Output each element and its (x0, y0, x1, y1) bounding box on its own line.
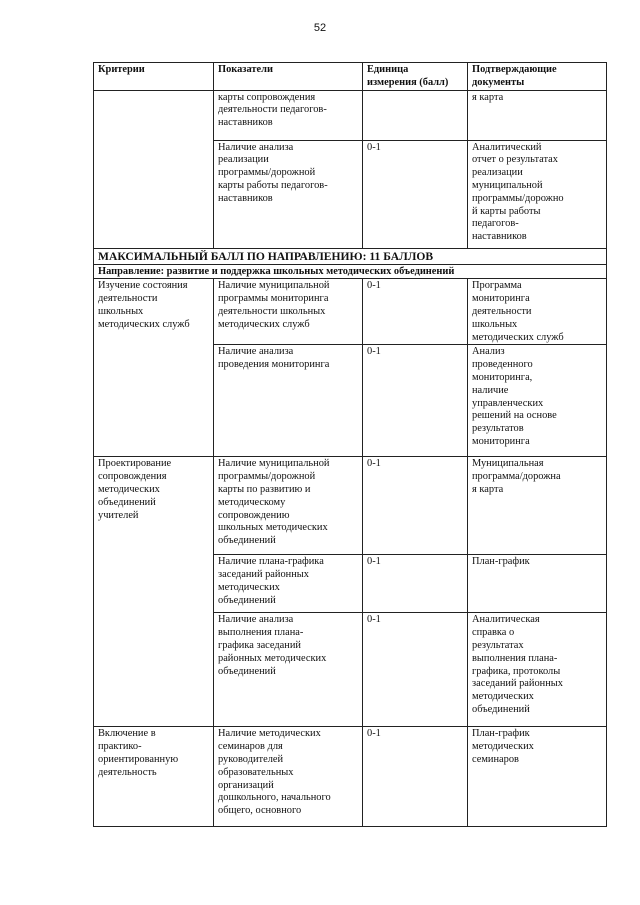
unit-cell: 0-1 (363, 345, 468, 457)
criterion-cell: Включение в практико- ориентированную деятельность (94, 727, 214, 827)
documents-cell: Программа мониторинга деятельности школьных методических служб (468, 279, 607, 345)
unit-cell: 0-1 (363, 279, 468, 345)
criterion-cell: Проектирование сопровождения методических объединений учителей (94, 457, 214, 727)
table-body (94, 90, 607, 827)
documents-cell: я карта (468, 90, 607, 140)
indicator-cell: Наличие анализа реализации программы/дорожной карты работы педагогов- наставников (214, 140, 363, 248)
documents-cell: Муниципальная программа/дорожна я карта (468, 457, 607, 555)
unit-cell: 0-1 (363, 140, 468, 248)
documents-cell: Анализ проведенного мониторинга, наличие управленческих решений на основе результатов мониторинга (468, 345, 607, 457)
criterion-cell (94, 90, 214, 248)
max-ball-text: МАКСИМАЛЬНЫЙ БАЛЛ ПО НАПРАВЛЕНИЮ: 11 БАЛЛОВ (94, 248, 607, 264)
documents-cell: Аналитическая справка о результатах выполнения плана- графика, протоколы заседаний районных методических объединений (468, 613, 607, 727)
unit-cell: 0-1 (363, 457, 468, 555)
table-header-row (94, 63, 607, 91)
table-row (94, 457, 607, 555)
max-ball-row (94, 248, 607, 264)
indicator-cell: Наличие муниципальной программы мониторинга деятельности школьных методических служб (214, 279, 363, 345)
indicator-cell: карты сопровождения деятельности педагогов- наставников (214, 90, 363, 140)
unit-cell: 0-1 (363, 727, 468, 827)
page-number: 52 (313, 22, 327, 34)
criterion-cell: Изучение состояния деятельности школьных методических служб (94, 279, 214, 457)
indicator-cell: Наличие анализа проведения мониторинга (214, 345, 363, 457)
indicator-cell: Наличие плана-графика заседаний районных методических объединений (214, 555, 363, 613)
direction-row (94, 264, 607, 279)
table-row (94, 279, 607, 345)
table-row (94, 90, 607, 140)
unit-cell: 0-1 (363, 555, 468, 613)
table-row (94, 727, 607, 827)
header-criteria: Критерии (94, 63, 214, 91)
header-documents: Подтверждающие документы (468, 63, 607, 91)
documents-cell: План-график (468, 555, 607, 613)
documents-cell: План-график методических семинаров (468, 727, 607, 827)
criteria-table (93, 62, 607, 827)
unit-cell: 0-1 (363, 613, 468, 727)
unit-cell (363, 90, 468, 140)
header-unit: Единица измерения (балл) (363, 63, 468, 91)
documents-cell: Аналитический отчет о результатах реализации муниципальной программы/дорожно й карты работы педагогов- наставников (468, 140, 607, 248)
direction-text: Направление: развитие и поддержка школьных методических объединений (94, 264, 607, 279)
indicator-cell: Наличие методических семинаров для руководителей образовательных организаций дошкольного, начального общего, основного (214, 727, 363, 827)
header-indicators: Показатели (214, 63, 363, 91)
indicator-cell: Наличие анализа выполнения плана- графика заседаний районных методических объединений (214, 613, 363, 727)
indicator-cell: Наличие муниципальной программы/дорожной карты по развитию и методическому сопровождению школьных методических объединений (214, 457, 363, 555)
